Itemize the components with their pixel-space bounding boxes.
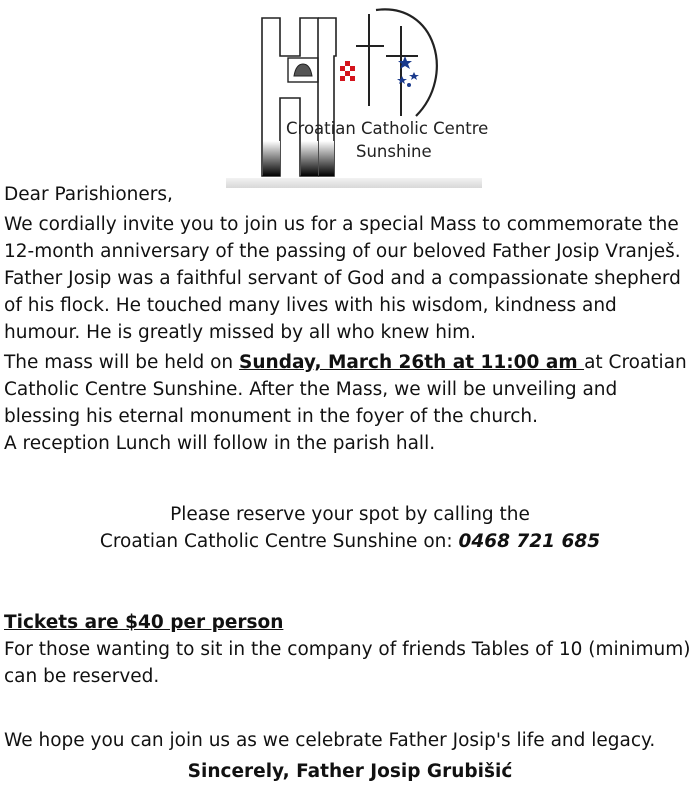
- mass-details-rest: at Croatian Catholic Centre Sunshine. After the Mass, we will be unveiling and blessing his eternal monument in the foyer of the church.: [4, 352, 687, 427]
- reserve-line-2-text: Croatian Catholic Centre Sunshine on:: [99, 531, 459, 552]
- logo-name-line1: Croatian Catholic Centre: [286, 119, 489, 138]
- closing-line: We hope you can join us as we celebrate Father Josip's life and legacy.: [4, 730, 656, 751]
- phone-number: 0468 721 685: [458, 531, 601, 552]
- reserve-line-1: Please reserve your spot by calling the: [170, 504, 530, 525]
- parish-logo: [226, 6, 482, 188]
- reserve-line-2: [4, 528, 696, 555]
- reception-line: A reception Lunch will follow in the parish hall.: [4, 433, 436, 454]
- logo-name-line2: Sunshine: [356, 142, 432, 161]
- mass-date-time: Sunday, March 26th at 11:00 am: [239, 352, 585, 373]
- invitation-paragraph: We cordially invite you to join us for a special Mass to commemorate the 12-month anniversary of the passing of our beloved Father Josip Vranješ. Father Josip was a faithful servant of God and a compassionate shepherd of his flock. He touched many lives with his wisdom, kindness and humour. He is greatly missed by all who knew him.: [4, 214, 681, 343]
- checkerboard-icon: [340, 61, 355, 81]
- letter-body: [4, 181, 696, 785]
- mass-details-intro: The mass will be held on: [4, 352, 240, 373]
- tables-paragraph: For those wanting to sit in the company of friends Tables of 10 (minimum) can be reserved.: [4, 639, 691, 687]
- signature: Sincerely, Father Josip Grubišić: [187, 761, 513, 782]
- mass-details-paragraph: [4, 349, 696, 430]
- tickets-price: Tickets are $40 per person: [4, 612, 284, 633]
- greeting: Dear Parishioners,: [4, 184, 173, 205]
